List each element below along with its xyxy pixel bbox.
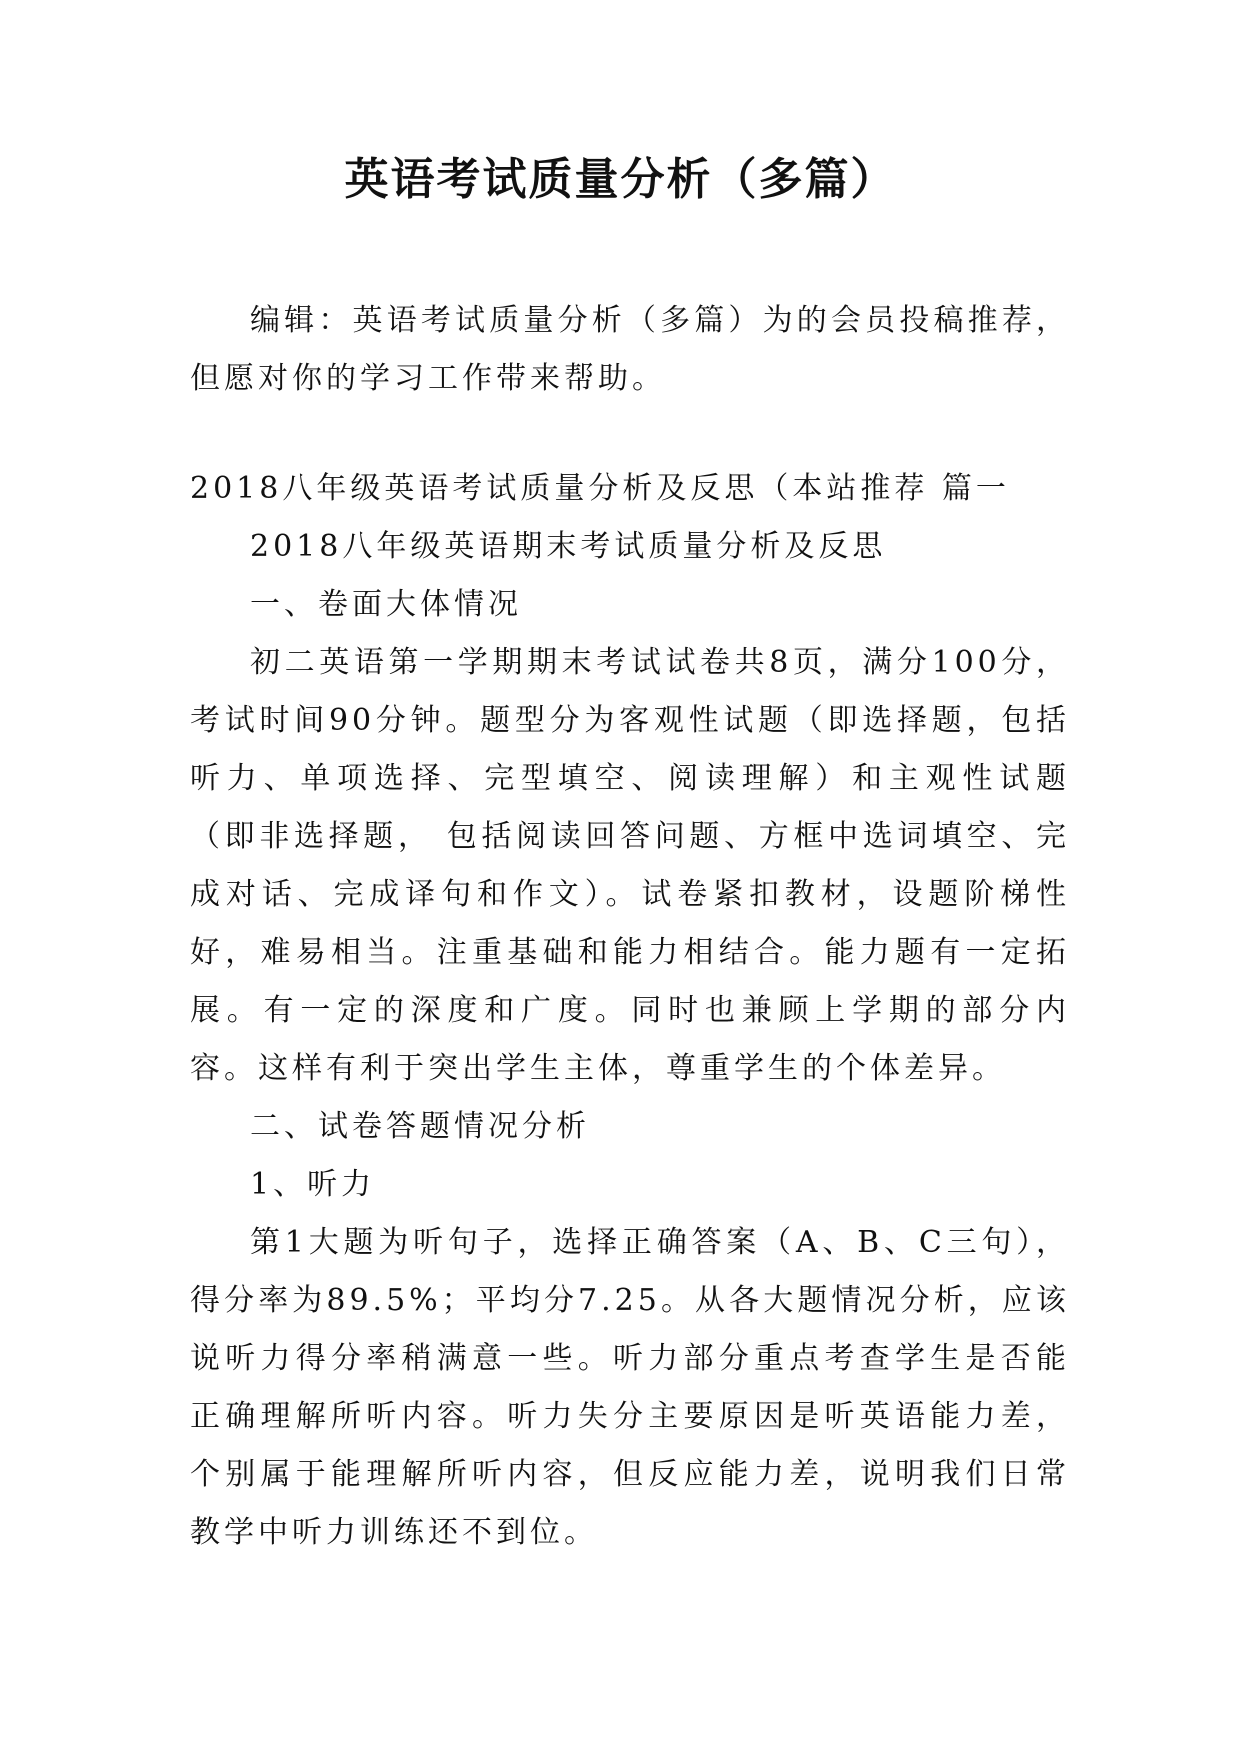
heading-answer-analysis: 二、试卷答题情况分析 <box>250 1109 590 1144</box>
intro-block <box>190 292 1070 408</box>
intro-paragraph: 编辑：英语考试质量分析（多篇）为的会员投稿推荐，但愿对你的学习工作带来帮助。 <box>190 303 1070 396</box>
paragraph-exam-overview: 初二英语第一学期期末考试试卷共8页，满分100分，考试时间90分钟。题型分为客观性试题（即选择题，包括听力、单项选择、完型填空、阅读理解）和主观性试题（即非选择题， 包括阅读回答问题、方框中选词填空、完成对话、完成译句和作文）。试卷紧扣教材，设题阶梯性好，难易相当。注重基础和能力相结合。能力题有一定拓展。有一定的深度和广度。同时也兼顾上学期的部分内容。这样有利于突出学生主体，尊重学生的个体差异。 <box>190 645 1070 1086</box>
paragraph-listening: 第1大题为听句子，选择正确答案（A、B、C三句），得分率为89.5%；平均分7.25。从各大题情况分析，应该说听力得分率稍满意一些。听力部分重点考查学生是否能正确理解所听内容。听力失分主要原因是听英语能力差，个别属于能理解所听内容，但反应能力差，说明我们日常教学中听力训练还不到位。 <box>190 1225 1070 1550</box>
heading-listening: 1、听力 <box>250 1167 376 1202</box>
sub-title: 2018八年级英语期末考试质量分析及反思 <box>250 529 887 564</box>
heading-exam-overview: 一、卷面大体情况 <box>250 587 522 622</box>
document-title: 英语考试质量分析（多篇） <box>344 154 897 205</box>
main-content <box>190 460 1070 1562</box>
section-heading: 2018八年级英语考试质量分析及反思（本站推荐 篇一 <box>190 471 1010 506</box>
